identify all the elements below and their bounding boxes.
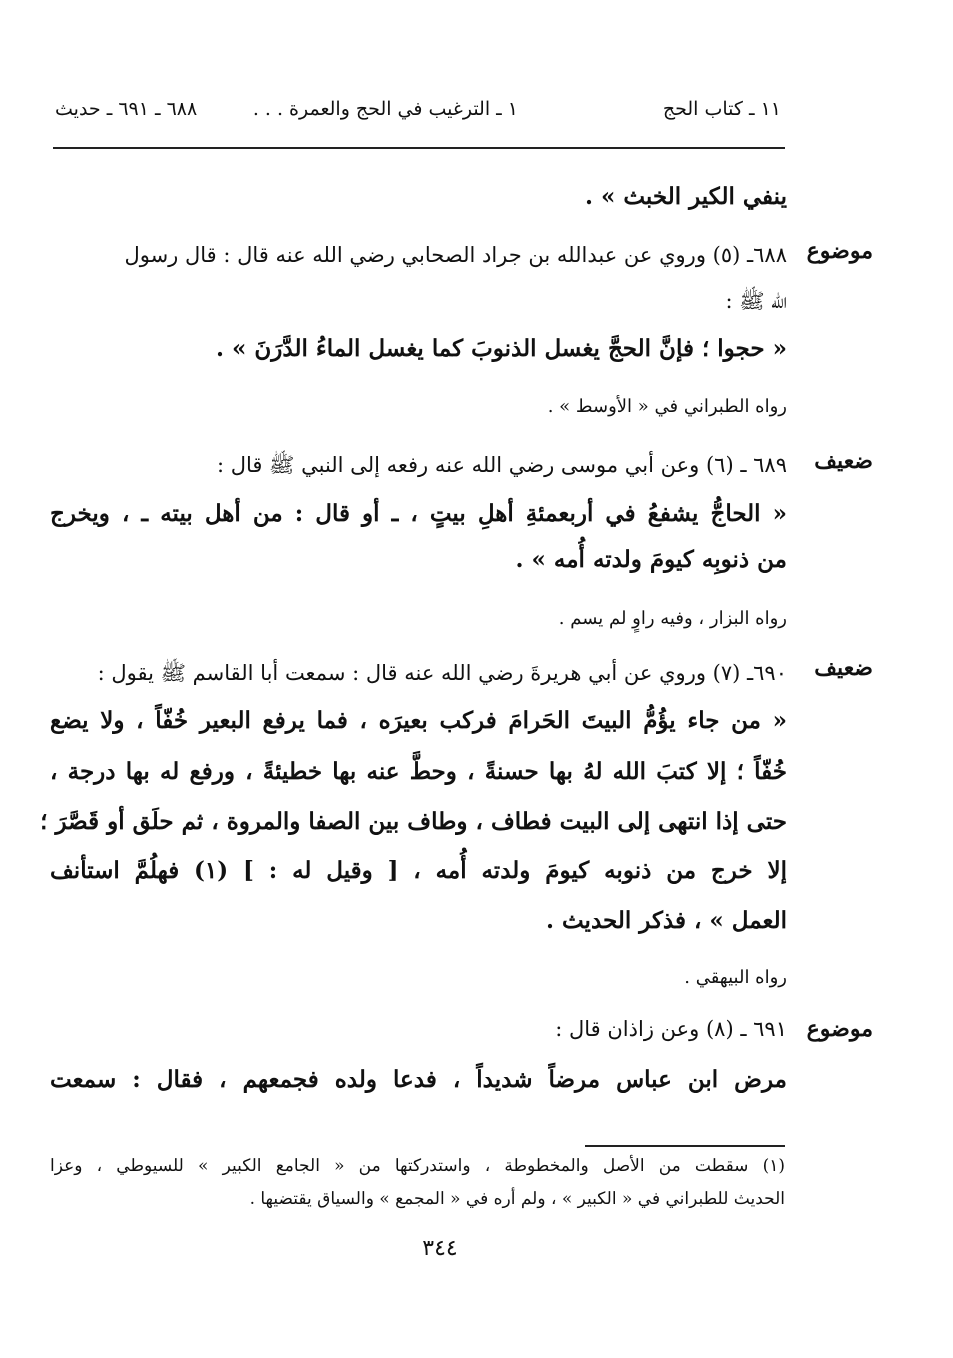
hadith-688-intro-2: الله ﷺ : — [725, 289, 787, 313]
hadith-689-text-1: « الحاجُّ يشفعُ في أربعمئةِ أهلِ بيتٍ ، ـ أو قال : من أهل بيته ـ ، ويخرج — [50, 500, 787, 527]
hadith-690-text-2: خُفّاً ؛ إلا كتبَ الله لهُ بها حسنةً ، وحطَّ عنه بها خطيئةً ، ورفع له بها درجة ، — [50, 758, 787, 785]
hadith-689-intro-1: ٦٨٩ ـ (٦) وعن أبي موسى رضي الله عنه رفعه إلى النبي ﷺ قال : — [216, 453, 787, 477]
grade-label-690: ضعيف — [814, 655, 873, 681]
carry-over-line: ينفي الكير الخبث » . — [584, 183, 787, 210]
hadith-690-text-1: « من جاء يؤُمُّ البيتَ الحَرامَ فركب بعيرَه ، فما يرفع البعير خُفّاً ، ولا يضع — [50, 707, 787, 734]
hadith-689-source: رواه البزار ، وفيه راوٍ لم يسم . — [558, 608, 787, 629]
hadith-690-text-4: إلا خرج من ذنوبه كيومَ ولدته أُمه ، [ وقيل له : ] (١) فهلُمَّ استأنف — [50, 857, 787, 884]
footnote-line-1: (١) سقطت من الأصل والمخطوطة ، واستدركتها من « الجامع الكبير » للسيوطي ، وعزا — [50, 1156, 785, 1176]
hadith-689-text-2: من ذنوبِه كيومَ ولدته أُمه » . — [515, 546, 787, 573]
hadith-691-intro-1: ٦٩١ ـ (٨) وعن زاذان قال : — [555, 1017, 787, 1041]
header-chapter: ١١ ـ كتاب الحج — [662, 98, 781, 120]
hadith-690-intro-1: ٦٩٠ـ (٧) وروي عن أبي هريرةَ رضي الله عنه قال : سمعت أبا القاسم ﷺ يقول : — [97, 661, 787, 685]
hadith-688-source: رواه الطبراني في « الأوسط » . — [547, 396, 787, 417]
grade-label-691: موضوع — [806, 1016, 873, 1042]
hadith-688-intro-1: ٦٨٨ـ (٥) وروي عن عبدالله بن جراد الصحابي رضي الله عنه قال : قال رسول — [124, 243, 787, 267]
hadith-688-text-1: « حجوا ؛ فإنَّ الحجَّ يغسل الذنوبَ كما يغسل الماءُ الدَّرَنَ » . — [216, 335, 787, 362]
header-section: ١ ـ الترغيب في الحج والعمرة . . . — [252, 98, 518, 120]
hadith-691-text-1: مرض ابن عباس مرضاً شديداً ، فدعا ولده فجمعهم ، فقال : سمعت — [50, 1066, 787, 1093]
hadith-690-source: رواه البيهقي . — [684, 967, 787, 988]
header-hadith-range: ٦٨٨ ـ ٦٩١ ـ حديث — [55, 98, 198, 120]
grade-label-688: موضوع — [806, 238, 873, 264]
hadith-690-text-3: حتى إذا انتهى إلى البيت فطاف ، وطاف بين الصفا والمروة ، ثم حلَق أو قَصَّرَ ؛ — [40, 808, 787, 835]
grade-label-689: ضعيف — [814, 448, 873, 474]
hadith-690-text-5: العمل » ، فذكر الحديث . — [545, 907, 787, 934]
page-number: ٣٤٤ — [422, 1236, 458, 1261]
footnote-rule — [585, 1145, 785, 1147]
text-column — [40, 0, 787, 1358]
footnote-line-2: الحديث للطبراني في « الكبير » ، ولم أره في « المجمع » والسياق يقتضيها . — [249, 1189, 785, 1209]
